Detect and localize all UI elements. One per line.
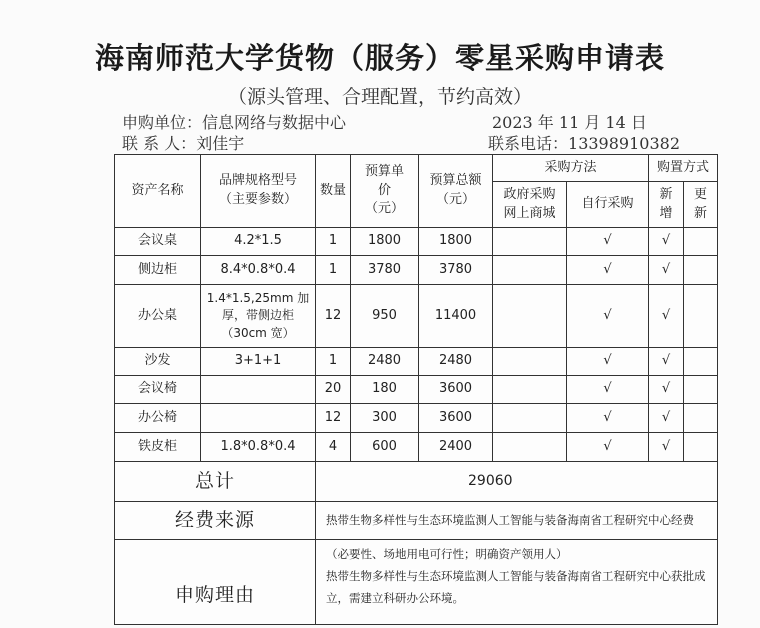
row-method-gov	[493, 433, 567, 462]
contact-value: 刘佳宇	[196, 134, 245, 153]
row-asset-name: 会议椅	[115, 376, 201, 404]
funding-label: 经费来源	[115, 502, 316, 540]
form-subtitle: （源头管理、合理配置，节约高效）	[227, 86, 532, 108]
row-type-renew	[684, 348, 718, 376]
total-value: 29060	[316, 462, 718, 502]
total-label: 总计	[115, 462, 316, 502]
row-spec: 8.4*0.8*0.4	[201, 256, 316, 285]
row-spec: 1.4*1.5,25mm 加厚，带侧边柜（30cm 宽）	[201, 285, 316, 348]
procurement-table	[114, 154, 718, 625]
row-type-new: √	[649, 404, 684, 433]
unit-value: 信息网络与数据中心	[202, 113, 347, 132]
row-type-renew	[684, 285, 718, 348]
application-date: 2023 年 11 月 14 日	[492, 113, 647, 132]
row-qty: 12	[316, 285, 351, 348]
row-type-new: √	[649, 228, 684, 256]
row-method-gov	[493, 404, 567, 433]
row-asset-name: 铁皮柜	[115, 433, 201, 462]
table-row	[115, 433, 718, 462]
row-total: 3780	[419, 256, 493, 285]
row-method-gov	[493, 285, 567, 348]
header-asset-name: 资产名称	[115, 155, 201, 228]
row-unit-price: 600	[351, 433, 419, 462]
row-asset-name: 办公椅	[115, 404, 201, 433]
row-unit-price: 950	[351, 285, 419, 348]
row-type-renew	[684, 433, 718, 462]
row-qty: 1	[316, 228, 351, 256]
unit-label: 申购单位：	[122, 113, 203, 132]
row-total: 1800	[419, 228, 493, 256]
phone-value: 13398910382	[568, 134, 680, 153]
row-method-self: √	[567, 256, 649, 285]
row-spec: 3+1+1	[201, 348, 316, 376]
table-row	[115, 256, 718, 285]
row-qty: 1	[316, 256, 351, 285]
row-unit-price: 180	[351, 376, 419, 404]
row-asset-name: 侧边柜	[115, 256, 201, 285]
row-total: 3600	[419, 404, 493, 433]
reason-value: 热带生物多样性与生态环境监测人工智能与装备海南省工程研究中心获批成立，需建立科研办公环境。	[326, 568, 706, 605]
row-asset-name: 办公桌	[115, 285, 201, 348]
contact-label: 联 系 人：	[122, 134, 197, 153]
row-unit-price: 2480	[351, 348, 419, 376]
row-total: 2400	[419, 433, 493, 462]
row-asset-name: 会议桌	[115, 228, 201, 256]
reason-note: （必要性、场地用电可行性；明确资产领用人）	[326, 547, 568, 561]
row-method-gov	[493, 376, 567, 404]
row-type-new: √	[649, 376, 684, 404]
row-method-self: √	[567, 348, 649, 376]
row-unit-price: 300	[351, 404, 419, 433]
row-type-renew	[684, 376, 718, 404]
header-spec: 品牌规格型号（主要参数）	[201, 155, 316, 228]
header-qty: 数量	[316, 155, 351, 228]
table-row	[115, 228, 718, 256]
reason-row	[115, 540, 718, 625]
row-type-new: √	[649, 433, 684, 462]
row-total: 11400	[419, 285, 493, 348]
header-method: 采购方法	[493, 155, 649, 182]
table-row	[115, 348, 718, 376]
row-unit-price: 1800	[351, 228, 419, 256]
row-method-gov	[493, 228, 567, 256]
row-spec	[201, 376, 316, 404]
header-type-renew: 更新	[684, 182, 718, 228]
row-type-new: √	[649, 285, 684, 348]
row-method-self: √	[567, 228, 649, 256]
row-type-renew	[684, 404, 718, 433]
row-method-self: √	[567, 433, 649, 462]
row-method-gov	[493, 256, 567, 285]
row-total: 2480	[419, 348, 493, 376]
row-type-renew	[684, 228, 718, 256]
header-unit-price: 预算单价（元）	[351, 155, 419, 228]
header-purchase-type: 购置方式	[649, 155, 718, 182]
row-spec: 1.8*0.8*0.4	[201, 433, 316, 462]
reason-label: 申购理由	[115, 540, 316, 625]
row-type-new: √	[649, 348, 684, 376]
header-method-gov: 政府采购网上商城	[493, 182, 567, 228]
header-method-self: 自行采购	[567, 182, 649, 228]
contact-phone	[488, 131, 680, 154]
row-total: 3600	[419, 376, 493, 404]
table-row	[115, 285, 718, 348]
phone-label: 联系电话：	[488, 134, 569, 153]
funding-row	[115, 502, 718, 540]
row-qty: 1	[316, 348, 351, 376]
table-row	[115, 404, 718, 433]
row-method-self: √	[567, 285, 649, 348]
row-qty: 4	[316, 433, 351, 462]
reason-content	[316, 540, 718, 625]
row-type-renew	[684, 256, 718, 285]
row-method-self: √	[567, 376, 649, 404]
row-unit-price: 3780	[351, 256, 419, 285]
header-total: 预算总额（元）	[419, 155, 493, 228]
applicant-unit	[122, 110, 346, 133]
funding-value: 热带生物多样性与生态环境监测人工智能与装备海南省工程研究中心经费	[316, 502, 718, 540]
row-spec: 4.2*1.5	[201, 228, 316, 256]
row-type-new: √	[649, 256, 684, 285]
table-row	[115, 376, 718, 404]
row-qty: 20	[316, 376, 351, 404]
row-asset-name: 沙发	[115, 348, 201, 376]
row-spec	[201, 404, 316, 433]
contact-person	[122, 131, 244, 154]
row-method-gov	[493, 348, 567, 376]
row-method-self: √	[567, 404, 649, 433]
total-row	[115, 462, 718, 502]
form-title: 海南师范大学货物（服务）零星采购申请表	[94, 41, 665, 75]
header-type-new: 新增	[649, 182, 684, 228]
row-qty: 12	[316, 404, 351, 433]
